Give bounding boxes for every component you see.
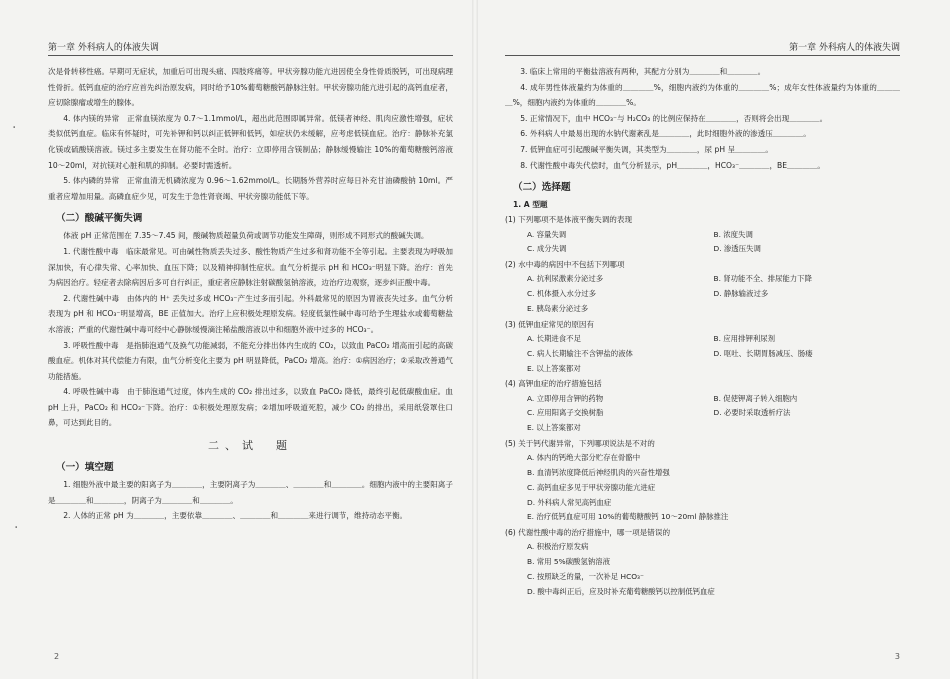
mcq-option: C. 病人长期输注不含钾盐的液体: [527, 348, 633, 358]
mcq-stem: (1) 下列哪项不是体液平衡失调的表现: [505, 215, 633, 225]
mcq-stem: (5) 关于钙代谢异常，下列哪项说法是不对的: [505, 438, 655, 448]
mcq-option: A. 长期进食不足: [527, 333, 581, 343]
mcq-option: B. 浓度失调: [713, 229, 753, 239]
fill-question: 3. 临床上常用的平衡盐溶液有两种，其配方分别为＿＿＿＿和＿＿＿＿。: [520, 67, 766, 76]
page-number: 3: [894, 652, 900, 661]
paragraph: 1. 代谢性酸中毒 临床最常见。可由碱性物质丢失过多、酸性物质产生过多和肾功能不全等引起。主要表现为呼吸加深加快，有心律失常、心率加快、血压下降；以及精神抑制性症状。血气分析提示 pH 和 HCO₃⁻明显下降。治疗：首先为病因治疗。轻症者去除病因后多可自行纠正，重症者应静脉注射碳酸氢钠溶液，边治疗边观察，逐步纠正酸中毒。: [48, 246, 453, 288]
running-header: 第一章 外科病人的体液失调: [48, 40, 453, 56]
mcq-options: [505, 272, 900, 302]
mcq-options: [505, 332, 900, 362]
fill-question: 7. 低钾血症可引起酸碱平衡失调，其类型为＿＿＿＿，尿 pH 呈＿＿＿＿。: [520, 144, 774, 154]
paragraph: 次是骨转移性癌。早期可无症状，加重后可出现头痛、四肢疼痛等。甲状旁腺功能亢进因使全身性骨质脱钙，可出现病理性骨折。低钙血症的治疗应首先纠治原发病，同时给予10%葡萄糖酸钙静脉注射。甲状旁腺功能亢进引起的高钙血症者，应切除腺瘤或增生的腺体。: [48, 67, 453, 108]
paragraph: 体液 pH 正常范围在 7.35～7.45 间，酸碱物质超量负荷或调节功能发生障碍，则形成不同形式的酸碱失调。: [63, 231, 429, 241]
mcq-options: [505, 228, 900, 258]
paragraph: 4. 呼吸性碱中毒 由于肺泡通气过度，体内生成的 CO₂ 排出过多，以致血 PaCO₂ 降低，最终引起低碳酸血症。血 pH 上升，PaCO₂ 和 HCO₃⁻下降。治疗：①积极处理原发病；②增加呼吸道死腔，减少 CO₂ 的排出，采用纸袋罩住口鼻，可达到此目的。: [48, 387, 453, 428]
paragraph: 4. 体内镁的异常 正常血镁浓度为 0.7～1.1mmol/L，超出此范围即属异常。低镁者神经、肌肉应激性增强，症状类似低钙血症。临床有怀疑时，可先补钾和钙以纠正低钾和低钙，如症状仍未缓解，应考虑低镁血症。治疗：静脉补充氯化镁或硫酸镁溶液。镁过多主要发生在肾功能不全时。治疗：立即停用含镁制品；静脉缓慢输注 10%的葡萄糖酸钙溶液 10～20ml，对抗镁对心脏和肌的抑制。必要时需透析。: [48, 113, 453, 170]
margin-mark: ·: [12, 120, 17, 136]
margin-mark: ·: [14, 520, 19, 536]
page-number: 2: [54, 652, 60, 661]
fill-question: 6. 外科病人中最易出现的水钠代谢紊乱是＿＿＿＿，此时细胞外液的渗透压＿＿＿＿。: [520, 129, 811, 139]
mcq-option: D. 外科病人常见高钙血症: [527, 497, 612, 507]
mcq-option: D. 静脉输液过多: [713, 289, 769, 299]
section-heading: （二）酸碱平衡失调: [56, 213, 143, 225]
mcq-options: [505, 392, 900, 422]
mcq-option: E. 以上答案都对: [527, 423, 581, 433]
mcq-option: C. 按照缺乏的量，一次补足 HCO₃⁻: [527, 571, 644, 581]
mcq-option: C. 机体摄入水分过多: [527, 289, 596, 299]
mcq-option: B. 肾功能不全、排尿能力下降: [713, 274, 812, 284]
mcq-option: C. 成分失调: [527, 244, 567, 254]
mcq-option: B. 血清钙浓度降低后神经肌肉的兴奋性增强: [527, 467, 670, 477]
mcq-option: B. 促使钾离子转入细胞内: [713, 393, 798, 403]
mcq-option: B. 应用排钾利尿剂: [713, 333, 776, 343]
mcq-option: A. 抗利尿激素分泌过多: [527, 274, 604, 284]
paragraph: 2. 代谢性碱中毒 由体内的 H⁺ 丢失过多或 HCO₃⁻产生过多而引起。外科最常见的原因为胃液丧失过多。血气分析表现为 pH 和 HCO₃⁻明显增高，BE 正值加大。治疗上应积极处理原发病。轻度低氯性碱中毒可给予生理盐水或葡萄糖盐水溶液；严重的代谢性碱中毒可经中心静脉缓慢滴注稀盐酸溶液以中和细胞外液中过多的 HCO₃⁻。: [48, 293, 453, 334]
mcq-option: A. 立即停用含钾的药物: [527, 393, 604, 403]
question-type-label: 1. A 型题: [513, 200, 548, 210]
section-heading: （一）填空题: [56, 462, 114, 474]
fill-question: 2. 人体的正常 pH 为＿＿＿＿，主要依靠＿＿＿＿、＿＿＿＿和＿＿＿＿来进行调节，维持动态平衡。: [63, 511, 408, 521]
mcq-option: A. 容量失调: [527, 229, 567, 239]
mcq-option: D. 酸中毒纠正后，应及时补充葡萄糖酸钙以控制低钙血症: [527, 586, 715, 596]
mcq-option: D. 渗透压失调: [713, 244, 761, 254]
mcq-stem: (6) 代谢性酸中毒的治疗措施中，哪一项是错误的: [505, 528, 671, 538]
chapter-section-title: 二、试 题: [208, 439, 293, 453]
mcq-option: A. 体内的钙绝大部分贮存在骨骼中: [527, 453, 641, 463]
fill-question: 1. 细胞外液中最主要的阳离子为＿＿＿＿，主要阴离子为＿＿＿＿、＿＿＿＿和＿＿＿＿。细胞内液中的主要阳离子是＿＿＿＿和＿＿＿＿，阴离子为＿＿＿＿和＿＿＿＿。: [48, 480, 453, 505]
paragraph: 5. 体内磷的异常 正常血清无机磷浓度为 0.96～1.62mmol/L。长期肠外营养时应每日补充甘油磷酸钠 10ml。严重者应增加用量。高磷血症少见，可发生于急性肾衰竭、甲状旁腺功能低下等。: [48, 176, 453, 201]
mcq-option: A. 积极治疗原发病: [527, 542, 589, 552]
mcq-option: D. 必要时采取透析疗法: [713, 408, 791, 418]
mcq-option: B. 常用 5%碳酸氢钠溶液: [527, 557, 610, 567]
mcq-option: E. 以上答案都对: [527, 363, 581, 373]
running-header: 第一章 外科病人的体液失调: [505, 40, 900, 56]
fill-question: 5. 正常情况下，血中 HCO₃⁻与 H₂CO₃ 的比例应保持在＿＿＿＿，否则将会出现＿＿＿＿。: [520, 113, 828, 123]
mcq-option: C. 应用阳离子交换树脂: [527, 408, 604, 418]
right-page: [475, 0, 950, 679]
fill-question: 8. 代谢性酸中毒失代偿时，血气分析显示，pH＿＿＿＿，HCO₃⁻＿＿＿＿，BE＿＿＿＿。: [520, 160, 826, 170]
section-heading: （二）选择题: [513, 182, 571, 194]
fill-question: 4. 成年男性体液量约为体重的＿＿＿＿%，细胞内液约为体重的＿＿＿＿%；成年女性体液量约为体重的＿＿＿＿%，细胞内液约为体重的＿＿＿＿%。: [505, 82, 900, 108]
mcq-option: E. 治疗低钙血症可用 10%的葡萄糖酸钙 10～20ml 静脉推注: [527, 512, 729, 522]
mcq-option: E. 胰岛素分泌过多: [527, 303, 589, 313]
mcq-stem: (3) 低钾血症常见的原因有: [505, 319, 595, 329]
mcq-option: D. 呕吐、长期胃肠减压、肠瘘: [713, 348, 813, 358]
mcq-option: C. 高钙血症多见于甲状旁腺功能亢进症: [527, 482, 656, 492]
paragraph: 3. 呼吸性酸中毒 是指肺泡通气及换气功能减弱，不能充分排出体内生成的 CO₂，以致血 PaCO₂ 增高而引起的高碳酸血症。机体对其代偿能力有限，血气分析变化主要为 pH 明显降低，PaCO₂ 增高。治疗：①病因治疗；②采取改善通气功能措施。: [48, 340, 453, 381]
mcq-stem: (4) 高钾血症的治疗措施包括: [505, 379, 602, 389]
mcq-stem: (2) 水中毒的病因中不包括下列哪项: [505, 260, 625, 270]
